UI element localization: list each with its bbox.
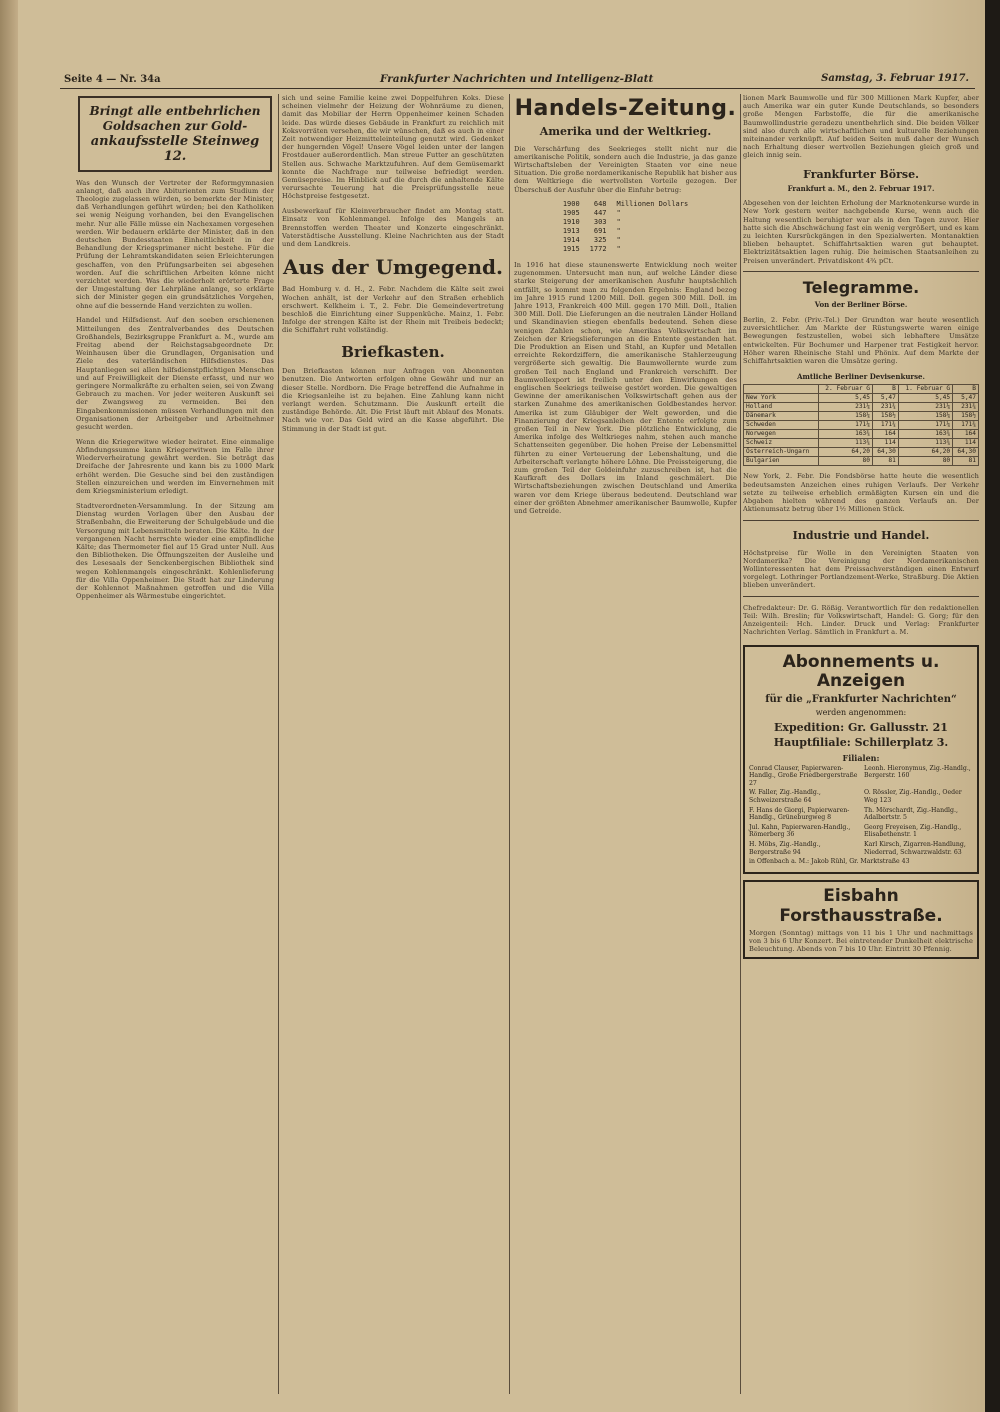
- table-header-cell: 1. Februar G: [898, 384, 952, 393]
- table-cell: 171¼: [898, 420, 952, 429]
- table-cell: Schweden: [744, 420, 819, 429]
- article-text: Die Verschärfung des Seekrieges stellt nicht nur die amerikanische Politik, sondern auch die Industrie, ja das ganze Wirtschaftsleben der Vereinigten Staaten vor eine neue Situation. Die große nordamerikanische Republik hat bisher aus dem Weltkriege die wertvollsten Vorteile gezogen. Der Überschuß der Ausfuhr über die Einfuhr betrug:: [514, 144, 737, 194]
- table-header-cell: 2. Februar G: [818, 384, 872, 393]
- table-cell-year: 1914: [562, 236, 580, 245]
- table-row: [558, 245, 693, 254]
- table-row: [744, 429, 979, 438]
- filialen-list: [749, 765, 973, 866]
- article-text: Abgesehen von der leichten Erholung der Marknotenkurse wurde in New York gestern weiter nachgebende Kurse, wenn auch die Haltung wesentlich beruhigter war als in den Tagen zuvor. Hier hatte sich die Abschwächung fast ein wenig vergrößert, und es kam zu leichten Kursrückgängen in den Spezialwerten. Montanaktien blieben behauptet. Schiffahrtsaktien waren gut behauptet. Elektrizitätsaktien lagen ruhig. Die heimischen Staatsanleihen zu Preisen unverändert. Privatdiskont 4¾ pCt.: [743, 199, 979, 265]
- exchange-rate-title: Amtliche Berliner Devisenkurse.: [797, 371, 925, 381]
- table-cell: 163¾: [898, 429, 952, 438]
- telegramme-subheading: Von der Berliner Börse.: [814, 300, 908, 310]
- filiale-item: H. Möbs, Zig.-Handlg., Bergerstraße 94: [749, 841, 821, 856]
- ad-filialen-label: Filialen:: [842, 752, 880, 763]
- table-row: [744, 447, 979, 456]
- article-text: Bad Homburg v. d. H., 2. Febr. Nachdem die Kälte seit zwei Wochen anhält, ist der Verkehr auf den Straßen erheblich erschwert. Kelkheim i. T., 2. Febr. Die Gemeindevertretung beschloß die Einrichtung einer Suppenküche. Mainz, 1. Febr. Infolge der strengen Kälte ist der Rhein mit Treibeis bedeckt; die Schiffahrt ruht vollständig.: [282, 285, 504, 335]
- table-cell: Schweiz: [744, 438, 819, 447]
- filiale-item: O. Rössler, Zig.-Handlg., Oeder Weg 123: [864, 789, 962, 805]
- table-cell-value: 691: [593, 227, 607, 236]
- filiale-item: Conrad Clauser, Papierwaren-Handlg., Große Friedbergerstraße 27: [749, 764, 858, 787]
- table-header-cell: B: [953, 384, 979, 393]
- page-number: Seite 4 — Nr. 34a: [64, 74, 161, 85]
- gold-ad: [78, 96, 272, 172]
- table-cell: 80: [898, 456, 952, 465]
- column-rule: [740, 94, 741, 1394]
- table-cell-unit: ": [616, 245, 621, 254]
- table-cell: 164: [873, 429, 899, 438]
- table-cell: 114: [873, 438, 899, 447]
- column-1: [76, 94, 274, 1394]
- table-cell: 81: [953, 456, 979, 465]
- table-cell: 163¾: [818, 429, 872, 438]
- filiale-item: in Offenbach a. M.: Jakob Rühl, Gr. Marktstraße 43: [749, 858, 910, 866]
- table-cell: 5,45: [818, 393, 872, 402]
- table-cell: 64,30: [953, 447, 979, 456]
- article-text: In 1916 hat diese staunenswerte Entwicklung noch weiter zugenommen. Untersucht man nun, auf welche Länder diese starke Steigerung der amerikanischen Ausfuhr hauptsächlich entfällt, so kommt man zu folgenden Ergebnis: England bezog im Jahre 1915 rund 1200 Mill. Doll. gegen 300 Mill. Doll. im Jahre 1913, Frankreich 400 Mill. gegen 170 Mill. Doll., Italien 300 Mill. Doll. Die Lieferungen an die neutralen Länder Holland und Skandinavien stiegen ebenfalls bedeutend. Sehen diese wenigen Zahlen schon, wie Amerikas Volkswirtschaft im Zeichen der Kriegslieferungen an die Entente gestanden hat. Die Produktion an Eisen und Stahl, an Kupfer und Metallen erreichte Rekordziffern, die amerikanische Stahlerzeugung vergrößerte sich gewaltig. Die Baumwollernte wurde zum großen Teil nach England und Frankreich verschifft. Der Baumwollexport ist freilich unter den Einwirkungen des englischen Seekriegs teilweise gestört worden. Die gewaltigen Gewinne der amerikanischen Volkswirtschaft gehen aus der starken Zunahme des amerikanischen Goldbestandes hervor. Amerika ist zum Gläubiger der Welt geworden, und die Finanzierung der Kriegsanleihen der Entente erfolgte zum großen Teil in New York. Die plötzliche Entwicklung, die Amerika infolge des Weltkrieges nahm, stehen auch manche Schattenseiten gegenüber. Die hohen Preise der Lebensmittel führten zu einer Verteuerung der Lebenshaltung, und die Arbeiterschaft verlangte höhere Löhne. Die Preissteigerung, die zum großen Teil der Goldeinfuhr zuzuschreiben ist, hat die Kaufkraft des Dollars im Inland geschmälert. Die Wirtschaftsbeziehungen zwischen Deutschland und Amerika waren vor dem Kriege überaus bedeutend. Deutschland war einer der größten Abnehmer amerikanischer Baumwolle, Kupfer und Getreide.: [514, 261, 737, 516]
- table-cell: 80: [818, 456, 872, 465]
- issue-date: Samstag, 3. Februar 1917.: [821, 73, 969, 84]
- ad-note: werden angenommen:: [815, 707, 907, 717]
- table-cell-value: 1772: [589, 245, 607, 254]
- table-header-cell: B: [873, 384, 899, 393]
- table-cell-unit: ": [616, 227, 621, 236]
- table-cell: 5,47: [873, 393, 899, 402]
- column-rule: [509, 94, 510, 1394]
- table-row: [744, 411, 979, 420]
- filiale-item: Jul. Kahn, Papierwaren-Handlg., Römerberg 36: [749, 823, 851, 839]
- ad-expedition: Expedition: Gr. Gallusstr. 21: [774, 720, 948, 734]
- table-cell: 171¾: [953, 420, 979, 429]
- article-text: Handel und Hilfsdienst. Auf den soeben erschienenen Mitteilungen des Zentralverbandes des Deutschen Großhandels, Bezirksgruppe Frankfurt a. M., wurde am Freitag abend der Reichstagsabgeordnete Dr. Weinhausen über die Grundlagen, Organisation und Ziele des vaterländischen Hilfsdienstes. Das Hauptanliegen sei allen hilfsdienstpflichtigen Menschen und auf Freiwilligkeit der Dienste erfasst, und nur wo geringere Normalkräfte zu erhalten seien, sei von Zwang Gebrauch zu machen. Vor jeder weiteren Auskunft sei der Zwangsweg zu vermeiden. Bei den Eingabenkommissionen müssen Verhandlungen mit den Organisationen der Arbeitgeber und Arbeitnehmer gesucht werden.: [76, 316, 274, 432]
- table-cell: 158¼: [898, 411, 952, 420]
- ad-hauptfiliale: Hauptfiliale: Schillerplatz 3.: [773, 735, 949, 749]
- table-cell-year: 1913: [562, 227, 580, 236]
- table-cell: Dänemark: [744, 411, 819, 420]
- table-row: [558, 227, 693, 236]
- article-text: lionen Mark Baumwolle und für 300 Millionen Mark Kupfer, aber auch Amerika war ein guter Kunde Deutschlands, so besonders große Mengen Farbstoffe, die für die amerikanische Baumwollindustrie geradezu unentbehrlich sind. Die beiden Völker sind also durch alle wirtschaftlichen und kulturelle Beziehungen miteinander verknüpft. Auf beiden Seiten muß daher der Wunsch nach Erhaltung dieser wertvollen Beziehungen gleich groß und gleich innig sein.: [743, 94, 979, 160]
- column-4: [743, 94, 979, 1394]
- handels-zeitung-heading: Handels-Zeitung.: [514, 96, 737, 121]
- editors-imprint: Chefredakteur: Dr. G. Rößig. Verantwortlich für den redaktionellen Teil: Wilh. Breslin; für Volkswirtschaft, Handel: G. Gorg; für den Anzeigenteil: Hch. Linder. Druck und Verlag: Frankfurter Nachrichten Verlag. Sämtlich in Frankfurt a. M.: [743, 603, 979, 637]
- gold-ad-line: ankaufsstelle Steinweg 12.: [90, 134, 260, 164]
- eisbahn-text: Morgen (Sonntag) mittags von 11 bis 1 Uhr und nachmittags von 3 bis 6 Uhr Konzert. Bei eintretender Dunkelheit elektrische Beleuchtung. Abends von 7 bis 10 Uhr. Eintritt 30 Pfennig.: [749, 928, 973, 954]
- filiale-item: Karl Kirsch, Zigarren-Handlung, Niederrad, Schwarzwaldstr. 63: [864, 841, 966, 856]
- article-subheading: Amerika und der Weltkrieg.: [539, 125, 712, 138]
- section-heading-briefkasten: Briefkasten.: [341, 342, 445, 361]
- table-row: [558, 236, 693, 245]
- table-row: [558, 200, 693, 209]
- table-cell: 113¾: [818, 438, 872, 447]
- table-cell-unit: ": [616, 236, 621, 245]
- table-cell-year: 1905: [562, 209, 580, 218]
- table-cell-year: 1900: [562, 200, 580, 209]
- table-cell-unit: ": [616, 218, 621, 227]
- table-cell-year: 1910: [562, 218, 580, 227]
- table-row: [744, 420, 979, 429]
- table-row: [558, 209, 693, 218]
- table-row: [744, 456, 979, 465]
- table-cell-value: 325: [593, 236, 607, 245]
- ad-subtitle: für die „Frankfurter Nachrichten“: [765, 693, 957, 705]
- article-text: Höchstpreise für Wolle in den Vereinigten Staaten von Nordamerika? Die Vereinigung der Nordamerikanischen Wollinteressenten hat dem Preissachverständigen einen Entwurf vorgelegt. Lothringer Portlandzement-Werke, Straßburg. Die Aktien blieben unverändert.: [743, 548, 979, 590]
- table-cell: 158¼: [818, 411, 872, 420]
- article-text: Ausbewerkauf für Kleinverbraucher findet am Montag statt. Einsatz von Kohlenmangel. Infolge des Mangels an Brennstoffen werden Theater und Konzerte eingeschränkt. Vaterstädtische Ausstellung. Kleine Nachrichten aus der Stadt und dem Landkreis.: [282, 207, 504, 249]
- table-cell: 81: [873, 456, 899, 465]
- divider: [743, 596, 979, 597]
- table-cell-value: 303: [593, 218, 607, 227]
- abonnements-ad: [743, 645, 979, 874]
- eisbahn-title: Eisbahn Forsthausstraße.: [779, 885, 943, 926]
- table-cell: 64,30: [873, 447, 899, 456]
- table-cell-value: 447: [593, 209, 607, 218]
- table-row: [744, 393, 979, 402]
- filiale-item: Georg Freyeisen, Zig.-Handlg., Elisabethenstr. 1: [864, 823, 962, 839]
- gold-ad-line: Goldsachen zur Gold-: [102, 119, 248, 133]
- page-edge: [985, 0, 1000, 1412]
- article-text: Wenn die Kriegerwitwe wieder heiratet. Eine einmalige Abfindungssumme kann Kriegerwitwen im Falle ihrer Wiederverheiratung gewährt werden. Sie beträgt das Dreifache der Jahresrente und kann bis zu 1000 Mark erhöht werden. Die Gesuche sind bei den zuständigen Stellen einzureichen und werden im Einvernehmen mit dem Kriegsministerium erledigt.: [76, 437, 274, 496]
- table-row: [558, 218, 693, 227]
- table-cell: 5,47: [953, 393, 979, 402]
- table-cell: 231¼: [818, 402, 872, 411]
- table-cell: Österreich-Ungarn: [744, 447, 819, 456]
- ad-title: Abonnements u. Anzeigen: [782, 651, 940, 691]
- section-heading-umgegend: Aus der Umgegend.: [283, 254, 503, 279]
- table-cell: 113¾: [898, 438, 952, 447]
- column-3: [514, 94, 737, 1394]
- filiale-item: W. Faller, Zig.-Handlg., Schweizerstraße 64: [749, 789, 821, 805]
- divider: [743, 271, 979, 272]
- article-text: Den Briefkasten können nur Anfragen von Abonnenten benutzen. Die Antworten erfolgen ohne Gewähr und nur an dieser Stelle. Nordborn. Die Frage betreffend die Aufnahme in die Kriegsanleihe ist zu bejahen. Eine Zahlung kann nicht verlangt werden. Schutzmann. Die Auskunft erteilt die zuständige Behörde. Alt. Die Frist läuft mit Ablauf des Monats. Nach wie vor. Das Geld wird an die Kasse abgeführt. Die Stimmung in der Stadt ist gut.: [282, 367, 504, 433]
- table-cell: Bulgarien: [744, 456, 819, 465]
- table-cell-unit: Millionen Dollars: [616, 200, 689, 209]
- article-text: Stadtverordneten-Versammlung. In der Sitzung am Dienstag wurden Vorlagen über den Ausbau der Straßenbahn, die Erweiterung der Schulgebäude und die Versorgung mit Lebensmitteln beraten. Die Kälte. In der vergangenen Nacht herrschte wieder eine empfindliche Kälte; das Thermometer fiel auf 15 Grad unter Null. Aus den Bibliotheken. Die Öffnungszeiten der Ausleihe und des Lesesaals der Senckenbergischen Bibliothek sind wegen Kohlenmangels eingeschränkt. Kohlenlieferung für die Villa Oppenheimer. Die Stadt hat zur Linderung der Kohlennot Maßnahmen getroffen und die Villa Oppenheimer als Wärmestube eingerichtet.: [76, 501, 274, 601]
- column-rule: [278, 94, 279, 1394]
- article-text: Berlin, 2. Febr. (Priv.-Tel.) Der Grundton war heute wesentlich zuversichtlicher. Am Markte der Rüstungswerte waren einige Bewegungen festzustellen, wobei sich lebhaftere Umsätze entwickelten. Für Bochumer und Harpener trat Festigkeit hervor. Höher waren Rheinische Stahl und Phönix. Auf dem Markte der Schiffahrtsaktien waren die Umsätze gering.: [743, 316, 979, 366]
- filiale-item: Th. Mörschardt, Zig.-Handlg., Adalbertstr. 5: [864, 806, 958, 822]
- table-cell: 171¾: [873, 420, 899, 429]
- telegramme-heading: Telegramme.: [802, 278, 920, 298]
- boerse-heading: Frankfurter Börse.: [803, 167, 919, 181]
- table-cell: 164: [953, 429, 979, 438]
- article-text: New York, 2. Febr. Die Fondsbörse hatte heute die wesentlich bedeutsamsten Anzeichen eines ruhigen Verlaufs. Der Verkehr setzte zu teilweise erheblich ermäßigten Kursen ein und die Abgaben hielten während des ganzen Verlaufs an. Der Aktienumsatz betrug über 1½ Millionen Stück.: [743, 472, 979, 514]
- table-row: [744, 438, 979, 447]
- filiale-item: F. Hans de Giorgi, Papierwaren-Handlg., Grüneburgweg 8: [749, 806, 850, 822]
- column-2: [282, 94, 504, 1394]
- newspaper-title: Frankfurter Nachrichten und Intelligenz-Blatt: [380, 73, 654, 85]
- divider: [743, 520, 979, 521]
- table-cell: Norwegen: [744, 429, 819, 438]
- table-cell: 64,20: [898, 447, 952, 456]
- table-cell: 231¾: [953, 402, 979, 411]
- boerse-dateline: Frankfurt a. M., den 2. Februar 1917.: [787, 183, 935, 193]
- gold-ad-line: Bringt alle entbehrlichen: [89, 104, 261, 118]
- page-fold-shadow: [0, 0, 18, 1412]
- filiale-item: Leonh. Hieronymus, Zig.-Handlg., Bergerstr. 160: [864, 764, 971, 780]
- article-text: sich und seine Familie keine zwei Doppelfuhren Koks. Diese scheinen vielmehr der Heizung der Wohnräume zu dienen, damit das Mobiliar der Herrn Oppenheimer keinen Schaden leide. Das würde dieses Gebäude in Frankfurt zu reichlich mit Koksvorräten versehen, die wir wünschen, daß es auch in einer Zeit notwendiger Heizmitteleinteilung genutzt wird. Gedenket der hungernden Vögel! Unsere Vögel leiden unter der langen Frostdauer außerordentlich. Man streue Futter an geschützten Stellen aus. Schwache Marktzufuhren. Auf dem Gemüsemarkt konnte die Nachfrage nur teilweise befriedigt werden. Gemüsepreise. Im Hinblick auf die durch die anhaltende Kälte verursachte Teuerung hat die Preisprüfungsstelle neue Höchstpreise festgesetzt.: [282, 94, 504, 201]
- industrie-heading: Industrie und Handel.: [792, 529, 930, 543]
- table-row: [744, 402, 979, 411]
- table-cell: Holland: [744, 402, 819, 411]
- table-cell: 64,20: [818, 447, 872, 456]
- table-cell: New York: [744, 393, 819, 402]
- table-cell-year: 1915: [562, 245, 580, 254]
- table-cell: 158½: [873, 411, 899, 420]
- table-cell: 5,45: [898, 393, 952, 402]
- article-text: Was den Wunsch der Vertreter der Reformgymnasien anlangt, daß auch ihre Abiturienten zum Studium der Theologie zugelassen würden, so bemerkte der Minister, daß Verhandlungen geführt würden; bei den Katholiken sei wenig Neigung vorhanden, bei den Evangelischen mehr. Nur alle Fälle müsse ein Nachexamen vorgesehen werden. Wir bedauern erklärte der Minister, daß in den deutschen Bundesstaaten Einheitlichkeit in der Behandlung der Kriegsprimaner nicht bestehe. Für die Prüfung der Lehramtskandidaten seien Erleichterungen geschaffen, von den Prüfungsarbeiten sei abgesehen worden. Auf die schriftlichen Arbeiten könne nicht verzichtet werden. Was die wiederholt erörterte Frage der Umgestaltung der Lehrpläne anlange, so erklärte sich der Minister gegen ein grundsätzliches Vorgehen, ohne auf die bessernde Hand verzichten zu wollen.: [76, 178, 274, 310]
- table-cell: 158½: [953, 411, 979, 420]
- table-header-cell: [744, 384, 819, 393]
- table-cell: 114: [953, 438, 979, 447]
- exchange-rate-table: [743, 384, 979, 466]
- eisbahn-ad: [743, 880, 979, 960]
- table-cell-value: 648: [593, 200, 607, 209]
- table-cell: 231¾: [873, 402, 899, 411]
- page-header: [60, 68, 975, 89]
- export-surplus-table: [558, 200, 693, 254]
- table-cell-unit: ": [616, 209, 621, 218]
- table-cell: 231¼: [898, 402, 952, 411]
- table-cell: 171¼: [818, 420, 872, 429]
